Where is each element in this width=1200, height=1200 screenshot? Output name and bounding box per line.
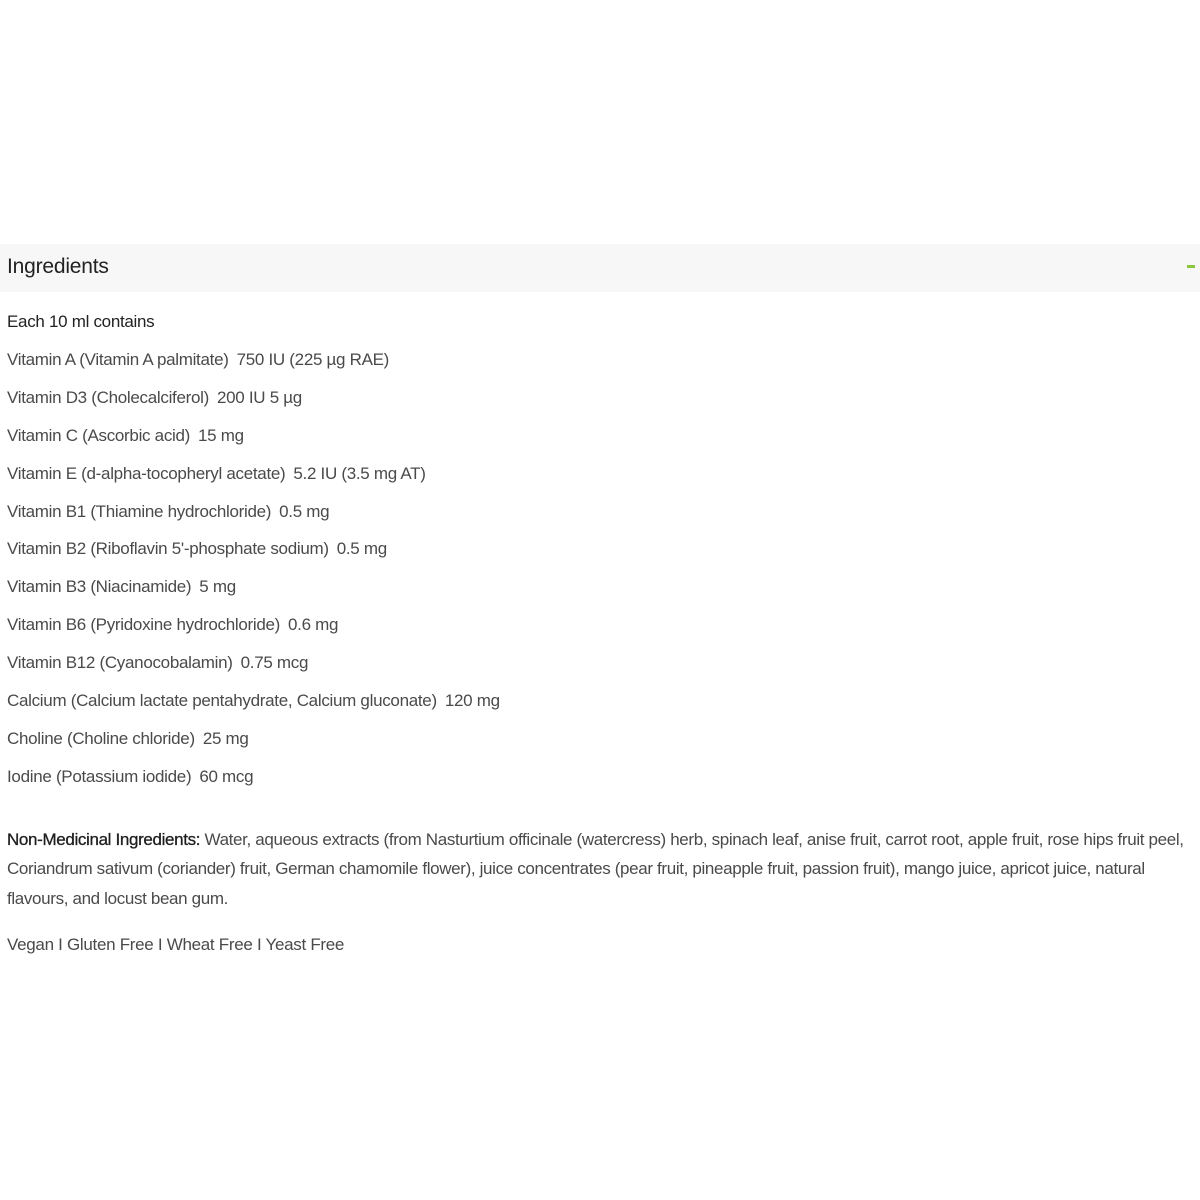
ingredient-amount: 25 mg <box>202 728 249 748</box>
ingredient-name: Vitamin B12 (Cyanocobalamin) <box>7 653 233 673</box>
ingredient-row <box>7 609 1197 647</box>
ingredient-name: Iodine (Potassium iodide) <box>7 766 192 786</box>
ingredient-row <box>7 761 1197 799</box>
ingredient-amount: 15 mg <box>198 425 244 445</box>
minus-icon-bar <box>1187 265 1195 268</box>
ingredient-amount: 0.6 mg <box>288 615 339 635</box>
ingredient-row <box>7 344 1197 382</box>
ingredient-row <box>7 685 1197 723</box>
ingredient-row <box>7 420 1197 458</box>
accordion-title: Ingredients <box>7 255 109 278</box>
ingredient-list <box>7 344 1197 799</box>
ingredient-name: Vitamin B3 (Niacinamide) <box>7 577 192 597</box>
non-medicinal-label: Non-Medicinal Ingredients: <box>7 829 201 849</box>
ingredient-row <box>7 496 1197 534</box>
ingredient-name: Calcium (Calcium lactate pentahydrate, Calcium gluconate) <box>7 691 437 711</box>
ingredient-amount: 5.2 IU (3.5 mg AT) <box>293 463 426 483</box>
ingredient-name: Vitamin B6 (Pyridoxine hydrochloride) <box>7 615 280 635</box>
contains-heading: Each 10 ml contains <box>7 312 155 331</box>
ingredient-amount: 60 mcg <box>199 766 254 786</box>
ingredient-name: Vitamin C (Ascorbic acid) <box>7 425 191 445</box>
ingredient-name: Choline (Choline chloride) <box>7 728 195 748</box>
ingredient-row <box>7 382 1197 420</box>
ingredient-row <box>7 647 1197 685</box>
ingredient-row <box>7 571 1197 609</box>
ingredient-name: Vitamin A (Vitamin A palmitate) <box>7 350 229 369</box>
ingredient-amount: 0.5 mg <box>279 501 330 521</box>
ingredient-row <box>7 723 1197 761</box>
ingredient-amount: 0.75 mcg <box>240 653 309 673</box>
diet-tags: Vegan I Gluten Free I Wheat Free I Yeast Free <box>7 935 345 955</box>
non-medicinal-ingredients <box>7 825 1197 914</box>
ingredient-row <box>7 458 1197 496</box>
ingredient-amount: 120 mg <box>444 691 500 711</box>
ingredient-amount: 750 IU (225 µg RAE) <box>236 350 390 369</box>
ingredients-panel <box>7 306 1197 977</box>
minus-icon[interactable] <box>1186 261 1198 273</box>
ingredient-amount: 200 IU 5 µg <box>216 387 302 407</box>
ingredient-name: Vitamin B1 (Thiamine hydrochloride) <box>7 501 272 521</box>
ingredient-name: Vitamin B2 (Riboflavin 5'-phosphate sodium) <box>7 539 329 559</box>
non-medicinal-text: Water, aqueous extracts (from Nasturtium officinale (watercress) herb, spinach leaf, anise fruit, carrot root, apple fruit, rose hips fruit peel, Coriandrum sativum (coriander) fruit, German chamomile flower), juice concentrates (pear fruit, pineapple fruit, passion fruit), mango juice, apricot juice, natural flavours, and locust bean gum. <box>7 829 1184 908</box>
ingredient-row <box>7 533 1197 571</box>
ingredient-name: Vitamin D3 (Cholecalciferol) <box>7 387 209 407</box>
ingredient-amount: 0.5 mg <box>336 539 387 559</box>
ingredient-amount: 5 mg <box>199 577 236 597</box>
ingredient-name: Vitamin E (d-alpha-tocopheryl acetate) <box>7 463 286 483</box>
ingredients-accordion-header[interactable] <box>0 244 1200 292</box>
